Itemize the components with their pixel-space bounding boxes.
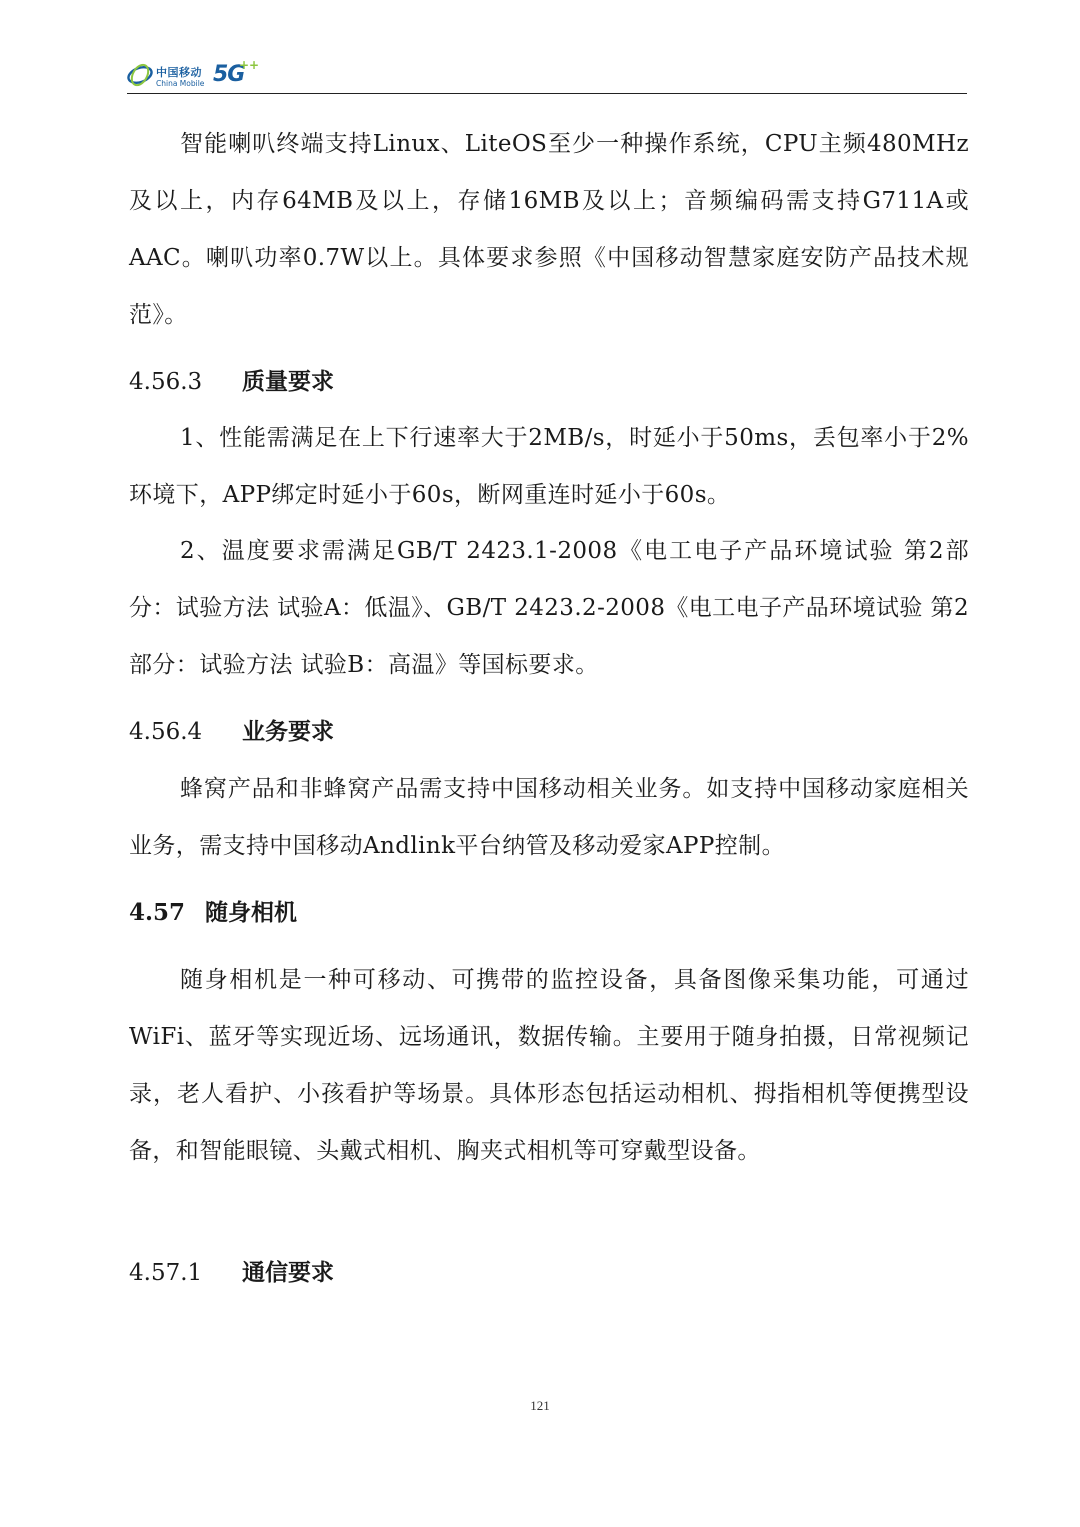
- heading-4-57: [129, 893, 297, 933]
- paragraph-performance: 1、性能需满足在上下行速率大于2MB/s，时延小于50ms，丢包率小于2%环境下，APP绑定时延小于60s，断网重连时延小于60s。: [129, 425, 969, 508]
- heading-title: 质量要求: [242, 368, 334, 395]
- paragraph-temperature: 2、温度要求需满足GB/T 2423.1-2008《电工电子产品环境试验 第2部分：试验方法 试验A：低温》、GB/T 2423.2-2008《电工电子产品环境试验 第2部分：试验方法 试验B：高温》等国标要求。: [129, 538, 969, 678]
- heading-4-56-3: [129, 362, 334, 402]
- heading-number: 4.56.4: [129, 719, 203, 745]
- logo-5g: 5G: [213, 62, 245, 87]
- page-header: [127, 58, 967, 94]
- heading-title: 通信要求: [242, 1259, 334, 1286]
- header-divider: [127, 93, 967, 94]
- heading-number: 4.57: [129, 899, 186, 926]
- heading-title: 随身相机: [205, 899, 297, 926]
- heading-number: 4.57.1: [129, 1260, 203, 1286]
- heading-number: 4.56.3: [129, 369, 203, 395]
- heading-title: 业务要求: [242, 718, 334, 745]
- page-number: 121: [530, 1398, 550, 1413]
- heading-4-57-1: [129, 1253, 334, 1293]
- paragraph-business: 蜂窝产品和非蜂窝产品需支持中国移动相关业务。如支持中国移动家庭相关业务，需支持中国移动Andlink平台纳管及移动爱家APP控制。: [129, 776, 969, 859]
- paragraph-body-camera: 随身相机是一种可移动、可携带的监控设备，具备图像采集功能，可通过WiFi、蓝牙等实现近场、远场通讯，数据传输。主要用于随身拍摄，日常视频记录，老人看护、小孩看护等场景。具体形态包括运动相机、拇指相机等便携型设备，和智能眼镜、头戴式相机、胸夹式相机等可穿戴型设备。: [129, 967, 969, 1164]
- china-mobile-logo: [127, 58, 287, 94]
- heading-4-56-4: [129, 712, 334, 752]
- paragraph-speaker-spec: 智能喇叭终端支持Linux、LiteOS至少一种操作系统，CPU主频480MHz及以上，内存64MB及以上，存储16MB及以上；音频编码需支持G711A或AAC。喇叭功率0.7W以上。具体要求参照《中国移动智慧家庭安防产品技术规范》。: [129, 131, 969, 328]
- china-mobile-swirl-icon: [127, 62, 153, 88]
- logo-5g-plus: ++: [239, 58, 260, 72]
- logo-text-en: China Mobile: [156, 79, 205, 88]
- logo-text-cn: 中国移动: [156, 66, 202, 79]
